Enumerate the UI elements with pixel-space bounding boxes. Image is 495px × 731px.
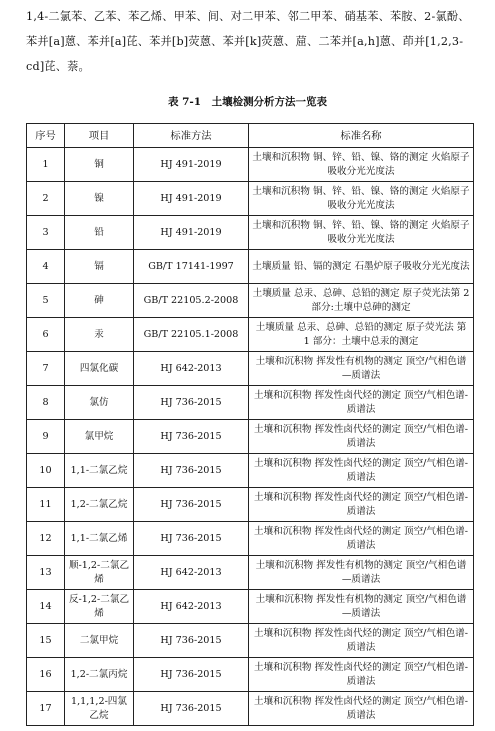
- row-index: 4: [27, 250, 65, 284]
- table-row: [27, 624, 474, 658]
- row-standard-method: HJ 491-2019: [134, 216, 249, 250]
- row-standard-name: 土壤和沉积物 挥发性卤代烃的测定 顶空/气相色谱-质谱法: [249, 454, 474, 488]
- row-index: 1: [27, 148, 65, 182]
- row-index: 12: [27, 522, 65, 556]
- row-item: 铜: [65, 148, 134, 182]
- table-header-row: [27, 124, 474, 148]
- row-standard-method: GB/T 17141-1997: [134, 250, 249, 284]
- row-index: 13: [27, 556, 65, 590]
- row-item: 氯仿: [65, 386, 134, 420]
- table-row: [27, 352, 474, 386]
- soil-methods-table: [26, 123, 474, 726]
- table-row: [27, 692, 474, 726]
- row-item: 铅: [65, 216, 134, 250]
- row-item: 1,2-二氯丙烷: [65, 658, 134, 692]
- row-index: 6: [27, 318, 65, 352]
- row-standard-name: 土壤质量 铅、镉的测定 石墨炉原子吸收分光光度法: [249, 250, 474, 284]
- row-standard-method: HJ 642-2013: [134, 556, 249, 590]
- table-row: [27, 420, 474, 454]
- table-caption: 表 7-1 土壤检测分析方法一览表: [167, 96, 328, 108]
- row-standard-name: 土壤和沉积物 铜、锌、铅、镍、铬的测定 火焰原子吸收分光光度法: [249, 182, 474, 216]
- table-row: [27, 284, 474, 318]
- row-standard-name: 土壤质量 总汞、总砷、总铅的测定 原子荧光法 第 1 部分：土壤中总汞的测定: [249, 318, 474, 352]
- row-standard-method: HJ 736-2015: [134, 658, 249, 692]
- row-index: 5: [27, 284, 65, 318]
- row-standard-name: 土壤和沉积物 铜、锌、铅、镍、铬的测定 火焰原子吸收分光光度法: [249, 216, 474, 250]
- header-item: 项目: [65, 124, 134, 148]
- header-standard-name: 标准名称: [249, 124, 474, 148]
- header-standard-method: 标准方法: [134, 124, 249, 148]
- table-row: [27, 522, 474, 556]
- row-standard-method: HJ 736-2015: [134, 454, 249, 488]
- row-standard-name: 土壤和沉积物 挥发性卤代烃的测定 顶空/气相色谱-质谱法: [249, 624, 474, 658]
- intro-paragraph: 1,4-二氯苯、乙苯、苯乙烯、甲苯、间、对二甲苯、邻二甲苯、硝基苯、苯胺、2-氯酚、苯并[a]蒽、苯并[a]芘、苯并[b]荧蒽、苯并[k]荧蒽、䓛、二苯并[a,h]蒽、茚并[1,2,3-cd]芘、萘。: [26, 10, 470, 73]
- row-item: 顺-1,2-二氯乙烯: [65, 556, 134, 590]
- row-item: 1,1,1,2-四氯乙烷: [65, 692, 134, 726]
- row-index: 7: [27, 352, 65, 386]
- row-item: 汞: [65, 318, 134, 352]
- row-item: 镍: [65, 182, 134, 216]
- table-row: [27, 386, 474, 420]
- row-item: 氯甲烷: [65, 420, 134, 454]
- table-row: [27, 250, 474, 284]
- row-standard-method: HJ 642-2013: [134, 590, 249, 624]
- row-standard-name: 土壤和沉积物 挥发性有机物的测定 顶空/气相色谱—质谱法: [249, 590, 474, 624]
- row-item: 砷: [65, 284, 134, 318]
- row-standard-method: GB/T 22105.2-2008: [134, 284, 249, 318]
- table-row: [27, 216, 474, 250]
- row-standard-method: HJ 736-2015: [134, 488, 249, 522]
- row-index: 3: [27, 216, 65, 250]
- header-index: 序号: [27, 124, 65, 148]
- table-body: [27, 148, 474, 726]
- row-index: 11: [27, 488, 65, 522]
- row-index: 16: [27, 658, 65, 692]
- row-standard-name: 土壤和沉积物 挥发性卤代烃的测定 顶空/气相色谱-质谱法: [249, 658, 474, 692]
- row-index: 15: [27, 624, 65, 658]
- row-standard-method: HJ 736-2015: [134, 522, 249, 556]
- row-standard-name: 土壤和沉积物 挥发性卤代烃的测定 顶空/气相色谱-质谱法: [249, 386, 474, 420]
- table-row: [27, 488, 474, 522]
- row-standard-name: 土壤和沉积物 挥发性卤代烃的测定 顶空/气相色谱-质谱法: [249, 692, 474, 726]
- row-standard-name: 土壤和沉积物 挥发性卤代烃的测定 顶空/气相色谱-质谱法: [249, 420, 474, 454]
- table-row: [27, 454, 474, 488]
- table-row: [27, 658, 474, 692]
- row-standard-name: 土壤和沉积物 挥发性有机物的测定 顶空/气相色谱—质谱法: [249, 352, 474, 386]
- row-standard-name: 土壤和沉积物 挥发性有机物的测定 顶空/气相色谱—质谱法: [249, 556, 474, 590]
- table-row: [27, 318, 474, 352]
- row-standard-method: HJ 736-2015: [134, 420, 249, 454]
- row-item: 1,2-二氯乙烷: [65, 488, 134, 522]
- row-index: 9: [27, 420, 65, 454]
- row-standard-method: HJ 491-2019: [134, 148, 249, 182]
- row-index: 14: [27, 590, 65, 624]
- row-standard-method: HJ 736-2015: [134, 624, 249, 658]
- row-standard-name: 土壤质量 总汞、总砷、总铅的测定 原子荧光法第 2 部分:土壤中总砷的测定: [249, 284, 474, 318]
- row-index: 2: [27, 182, 65, 216]
- row-item: 反-1,2-二氯乙烯: [65, 590, 134, 624]
- row-item: 二氯甲烷: [65, 624, 134, 658]
- row-item: 四氯化碳: [65, 352, 134, 386]
- row-standard-method: HJ 491-2019: [134, 182, 249, 216]
- row-item: 1,1-二氯乙烯: [65, 522, 134, 556]
- row-standard-method: HJ 642-2013: [134, 352, 249, 386]
- table-row: [27, 182, 474, 216]
- row-standard-method: HJ 736-2015: [134, 692, 249, 726]
- row-index: 10: [27, 454, 65, 488]
- row-standard-method: GB/T 22105.1-2008: [134, 318, 249, 352]
- row-standard-name: 土壤和沉积物 挥发性卤代烃的测定 顶空/气相色谱-质谱法: [249, 522, 474, 556]
- row-item: 镉: [65, 250, 134, 284]
- row-index: 17: [27, 692, 65, 726]
- row-index: 8: [27, 386, 65, 420]
- table-row: [27, 148, 474, 182]
- row-item: 1,1-二氯乙烷: [65, 454, 134, 488]
- table-row: [27, 556, 474, 590]
- row-standard-method: HJ 736-2015: [134, 386, 249, 420]
- row-standard-name: 土壤和沉积物 挥发性卤代烃的测定 顶空/气相色谱-质谱法: [249, 488, 474, 522]
- table-row: [27, 590, 474, 624]
- row-standard-name: 土壤和沉积物 铜、锌、铅、镍、铬的测定 火焰原子吸收分光光度法: [249, 148, 474, 182]
